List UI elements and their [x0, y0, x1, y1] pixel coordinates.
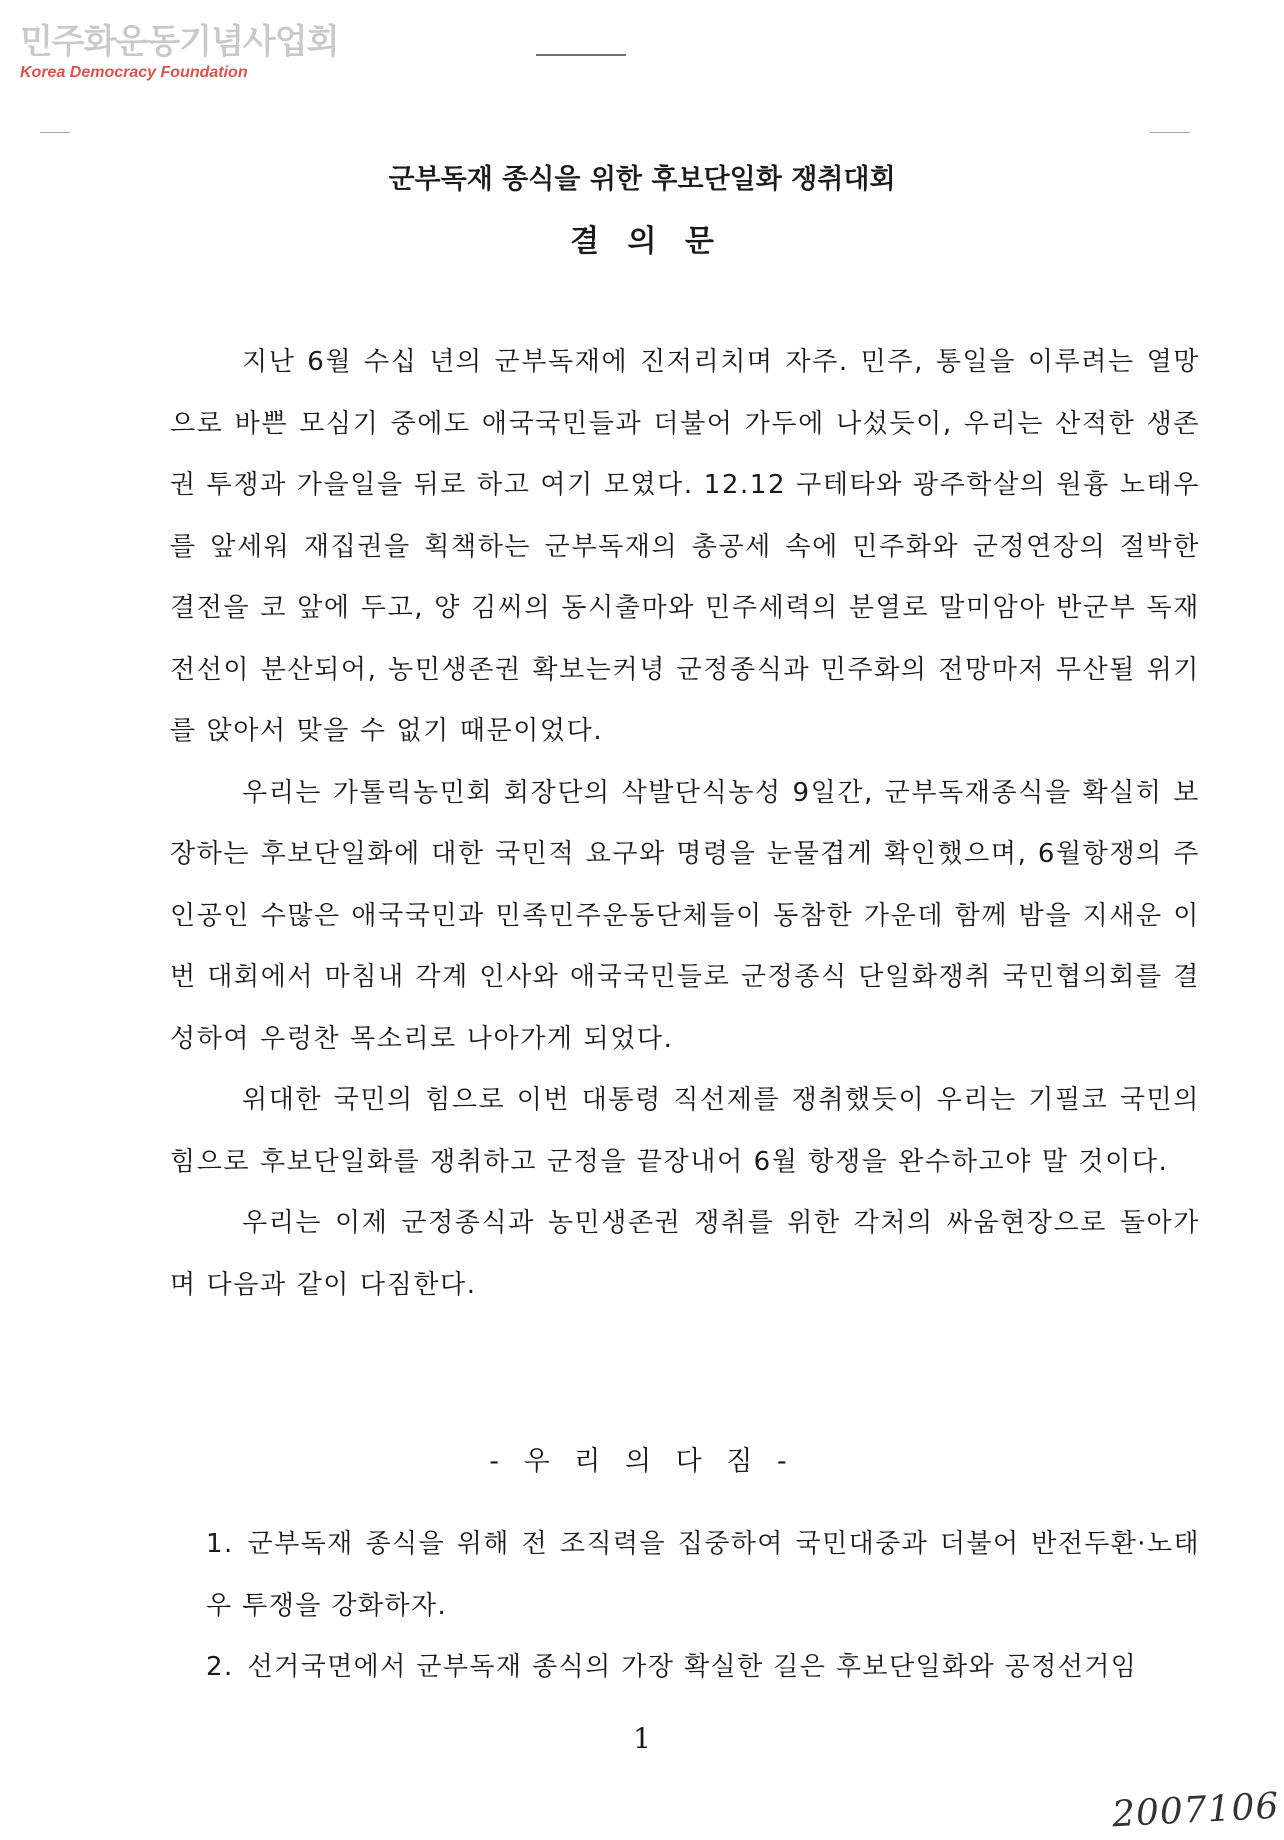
- paragraph-1: 지난 6월 수십 년의 군부독재에 진저리치며 자주. 민주, 통일을 이루려는 열망으로 바쁜 모심기 중에도 애국국민들과 더불어 가두에 나섰듯이, 우리는 산적한 생존권 투쟁과 가을일을 뒤로 하고 여기 모였다. 12.12 구테타와 광주학살의 원흉 노태우를 앞세워 재집권을 획책하는 군부독재의 총공세 속에 민주화와 군정연장의 절박한 결전을 코 앞에 두고, 양 김씨의 동시출마와 민주세력의 분열로 말미암아 반군부 독재전선이 분산되어, 농민생존권 확보는커녕 군정종식과 민주화의 전망마저 무산될 위기를 앉아서 맞을 수 없기 때문이었다.: [170, 347, 1200, 746]
- scan-speck: [1150, 132, 1190, 133]
- resolution-body: [170, 332, 1200, 1316]
- paragraph-2: 우리는 가톨릭농민회 회장단의 삭발단식농성 9일간, 군부독재종식을 확실히 보장하는 후보단일화에 대한 국민적 요구와 명령을 눈물겹게 확인했으며, 6월항쟁의 주인공인 수많은 애국국민과 민족민주운동단체들이 동참한 가운데 함께 밤을 지새운 이번 대회에서 마침내 각계 인사와 애국국민들로 군정종식 단일화쟁취 국민협의회를 결성하여 우렁찬 목소리로 나아가게 되었다.: [170, 777, 1200, 1054]
- pledge-number: 2.: [206, 1652, 234, 1682]
- scan-speck: [40, 132, 70, 133]
- pledge-item: [170, 1514, 1200, 1637]
- pledge-text: 군부독재 종식을 위해 전 조직력을 집중하여 국민대중과 더불어 반전두환·노태우 투쟁을 강화하자.: [206, 1529, 1200, 1621]
- pledge-heading: - 우 리 의 다 짐 -: [489, 1446, 795, 1477]
- document-title: 군부독재 종식을 위한 후보단일화 쟁취대회: [388, 164, 896, 195]
- watermark: [20, 22, 338, 82]
- paragraph-3: 위대한 국민의 힘으로 이번 대통령 직선제를 쟁취했듯이 우리는 기필코 국민의 힘으로 후보단일화를 쟁취하고 군정을 끝장내어 6월 항쟁을 완수하고야 말 것이다.: [170, 1085, 1200, 1177]
- page-number: 1: [633, 1722, 651, 1755]
- watermark-korean: 민주화운동기념사업회: [20, 22, 339, 62]
- pledge-list: [170, 1514, 1200, 1699]
- scan-speck: [536, 54, 626, 56]
- pledge-item: [170, 1637, 1200, 1699]
- document-subtitle: 결 의 문: [570, 224, 714, 259]
- watermark-english: Korea Democracy Foundation: [20, 64, 248, 81]
- pledge-text: 선거국면에서 군부독재 종식의 가장 확실한 길은 후보단일화와 공정선거임: [247, 1652, 1138, 1682]
- paragraph-4: 우리는 이제 군정종식과 농민생존권 쟁취를 위한 각처의 싸움현장으로 돌아가며 다음과 같이 다짐한다.: [170, 1208, 1200, 1300]
- handwritten-note: 2007106: [1111, 1785, 1281, 1836]
- pledge-number: 1.: [206, 1529, 234, 1559]
